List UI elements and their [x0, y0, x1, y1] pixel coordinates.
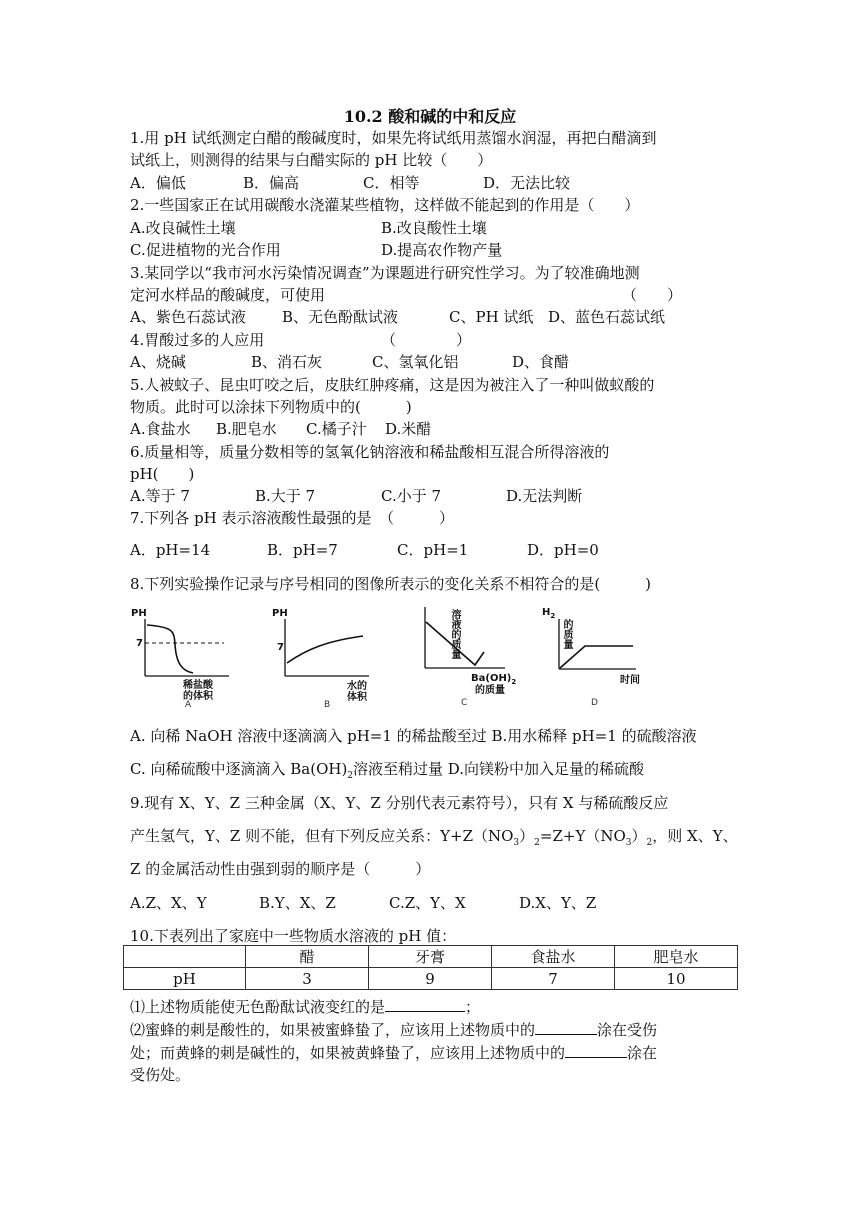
q9-line1: 9.现有 X、Y、Z 三种金属（X、Y、Z 分别代表元素符号），只有 X 与稀硫酸反应 — [130, 794, 669, 812]
q6-line1: 6.质量相等，质量分数相等的氢氧化钠溶液和稀盐酸相互混合所得溶液的 — [130, 443, 610, 461]
q1-option-c: C．相等 — [363, 174, 420, 192]
q3-answer-paren: （ ） — [622, 286, 683, 304]
q4-option-a: A、烧碱 — [130, 353, 186, 371]
q3-line1: 3.某同学以“我市河水污染情况调查”为课题进行研究性学习。为了较准确地测 — [130, 264, 640, 282]
q2-option-c: C.促进植物的光合作用 — [130, 241, 281, 259]
graph-a — [127, 603, 237, 708]
q10-sub2-line2: 处；而黄蜂的刺是碱性的，如果被黄蜂蛰了，应该用上述物质中的 涂在 — [130, 1044, 658, 1062]
q6-line2: pH( ) — [130, 465, 195, 483]
answer-blank[interactable] — [565, 1042, 627, 1058]
graph-d — [536, 603, 646, 708]
table-cell: 10 — [614, 968, 737, 990]
q9-option-a: A.Z、X、Y — [130, 894, 207, 912]
q7-option-d: D．pH=0 — [527, 541, 599, 559]
q6-option-a: A.等于 7 — [130, 487, 190, 505]
q9-line3: Z 的金属活动性由强到弱的顺序是（ ） — [130, 860, 431, 878]
table-row — [124, 968, 738, 990]
graph-b-curve — [287, 636, 363, 663]
table-cell: 肥皂水 — [614, 946, 737, 968]
graph-b-tick: 7 — [277, 642, 284, 653]
q5-option-b: B.肥皂水 — [216, 420, 277, 438]
graph-a-y-label: PH — [131, 608, 147, 619]
table-cell: 3 — [246, 968, 369, 990]
q9-line2: 产生氢气，Y、Z 则不能，但有下列反应关系：$Y+Z(NO_3)_2=Z+Y(NO_3)_2$，则 X、Y、 — [130, 827, 738, 848]
q4-option-d: D、食醋 — [512, 353, 570, 371]
q9-option-d: D.X、Y、Z — [519, 894, 597, 912]
graph-c — [405, 603, 515, 708]
q2-option-d: D.提高农作物产量 — [381, 241, 503, 259]
table-header-row — [124, 946, 738, 968]
table-cell: 牙膏 — [369, 946, 492, 968]
q8-line1: 8.下列实验操作记录与序号相同的图像所表示的变化关系不相符合的是( ) — [130, 575, 652, 593]
q7-option-b: B．pH=7 — [267, 541, 338, 559]
ph-table — [123, 945, 738, 990]
page-title: 10.2 酸和碱的中和反应 — [343, 107, 517, 126]
q10-sub1: ⑴上述物质能使无色酚酞试液变红的是 ； — [130, 998, 481, 1016]
graph-d-letter: D — [591, 698, 598, 708]
q4-option-b: B、消石灰 — [251, 353, 323, 371]
table-cell: pH — [124, 968, 246, 990]
q6-option-d: D.无法判断 — [506, 487, 583, 505]
table-cell: 醋 — [246, 946, 369, 968]
graph-d-line — [560, 646, 633, 668]
q1-option-b: B．偏高 — [243, 174, 300, 192]
q6-option-c: C.小于 7 — [381, 487, 442, 505]
q5-option-c: C.橘子汁 — [306, 420, 367, 438]
graph-a-letter: A — [185, 700, 192, 710]
q2-option-b: B.改良酸性土壤 — [381, 219, 487, 237]
q8-option-cd: C. 向稀硫酸中逐滴滴入 $Ba(OH)_2$溶液至稍过量 D.向镁粉中加入足量的稀硫酸 — [130, 760, 645, 781]
graph-b-letter: B — [324, 700, 331, 710]
q3-option-b: B、无色酚酞试液 — [282, 308, 399, 326]
answer-blank[interactable] — [535, 1019, 597, 1035]
q2-option-a: A.改良碱性土壤 — [130, 219, 236, 237]
graph-b-x-label-1: 水的 — [347, 681, 367, 692]
q4-answer-paren: （ ） — [381, 331, 472, 349]
q9-option-b: B.Y、X、Z — [259, 894, 336, 912]
q7-option-c: C．pH=1 — [397, 541, 469, 559]
graph-a-x-label-1: 稀盐酸 — [183, 680, 213, 691]
q5-line2: 物质。此时可以涂抹下列物质中的( ) — [130, 398, 412, 416]
graph-c-line — [426, 622, 484, 665]
q10-line1: 10.下表列出了家庭中一些物质水溶液的 pH 值： — [130, 927, 457, 945]
table-cell: 7 — [491, 968, 614, 990]
q9-option-c: C.Z、Y、X — [389, 894, 466, 912]
q6-option-b: B.大于 7 — [255, 487, 316, 505]
q3-line2: 定河水样品的酸碱度，可使用 — [130, 286, 326, 304]
q1-line1: 1.用 pH 试纸测定白醋的酸碱度时，如果先将试纸用蒸馏水润湿，再把白醋滴到 — [130, 129, 657, 147]
graph-a-curve — [147, 625, 193, 673]
q3-option-c: C、PH 试纸 — [449, 308, 534, 326]
q1-option-d: D．无法比较 — [483, 174, 571, 192]
q10-sub2-line3: 受伤处。 — [130, 1066, 191, 1084]
graph-c-letter: C — [461, 698, 468, 708]
graph-a-x-label-2: 的体积 — [183, 691, 213, 702]
q3-option-a: A、紫色石蕊试液 — [130, 308, 246, 326]
table-cell: 食盐水 — [491, 946, 614, 968]
graph-b-y-label: PH — [272, 608, 288, 619]
q4-line1: 4.胃酸过多的人应用 — [130, 331, 265, 349]
table-cell — [124, 946, 246, 968]
graph-b — [267, 603, 377, 708]
graph-d-y-label-1: $H_2$ — [542, 607, 556, 620]
q4-option-c: C、氢氧化铝 — [372, 353, 459, 371]
answer-blank[interactable] — [385, 996, 465, 1012]
graph-c-y-label: 溶液的质量 — [410, 609, 460, 620]
graph-b-x-label-2: 体积 — [347, 692, 367, 703]
q7-option-a: A．pH=14 — [130, 541, 211, 559]
q7-line1: 7.下列各 pH 表示溶液酸性最强的是 （ ） — [130, 509, 455, 527]
table-cell: 9 — [369, 968, 492, 990]
q3-option-d: D、蓝色石蕊试纸 — [548, 308, 666, 326]
q5-option-a: A.食盐水 — [130, 420, 191, 438]
graph-d-y-label-2: 的质量 — [542, 619, 572, 630]
q5-line1: 5.人被蚊子、昆虫叮咬之后，皮肤红肿疼痛，这是因为被注入了一种叫做蚁酸的 — [130, 376, 655, 394]
graph-c-x-label-1: $Ba(OH)_2$ — [471, 673, 517, 686]
q5-option-d: D.米醋 — [385, 420, 432, 438]
graph-a-tick: 7 — [136, 638, 143, 649]
q1-option-a: A．偏低 — [130, 174, 186, 192]
graph-d-x-label-1: 时间 — [620, 675, 640, 686]
q8-option-ab: A. 向稀 NaOH 溶液中逐滴滴入 pH=1 的稀盐酸至过 B.用水稀释 pH=1 的硫酸溶液 — [130, 727, 697, 745]
q2-line1: 2.一些国家正在试用碳酸水浇灌某些植物，这样做不能起到的作用是（ ） — [130, 196, 640, 214]
graph-c-x-label-2: 的质量 — [475, 685, 505, 696]
q10-sub2-line1: ⑵蜜蜂的刺是酸性的，如果被蜜蜂蛰了，应该用上述物质中的 涂在受伤 — [130, 1021, 658, 1039]
q1-line2: 试纸上，则测得的结果与白醋实际的 pH 比较（ ） — [130, 151, 493, 169]
